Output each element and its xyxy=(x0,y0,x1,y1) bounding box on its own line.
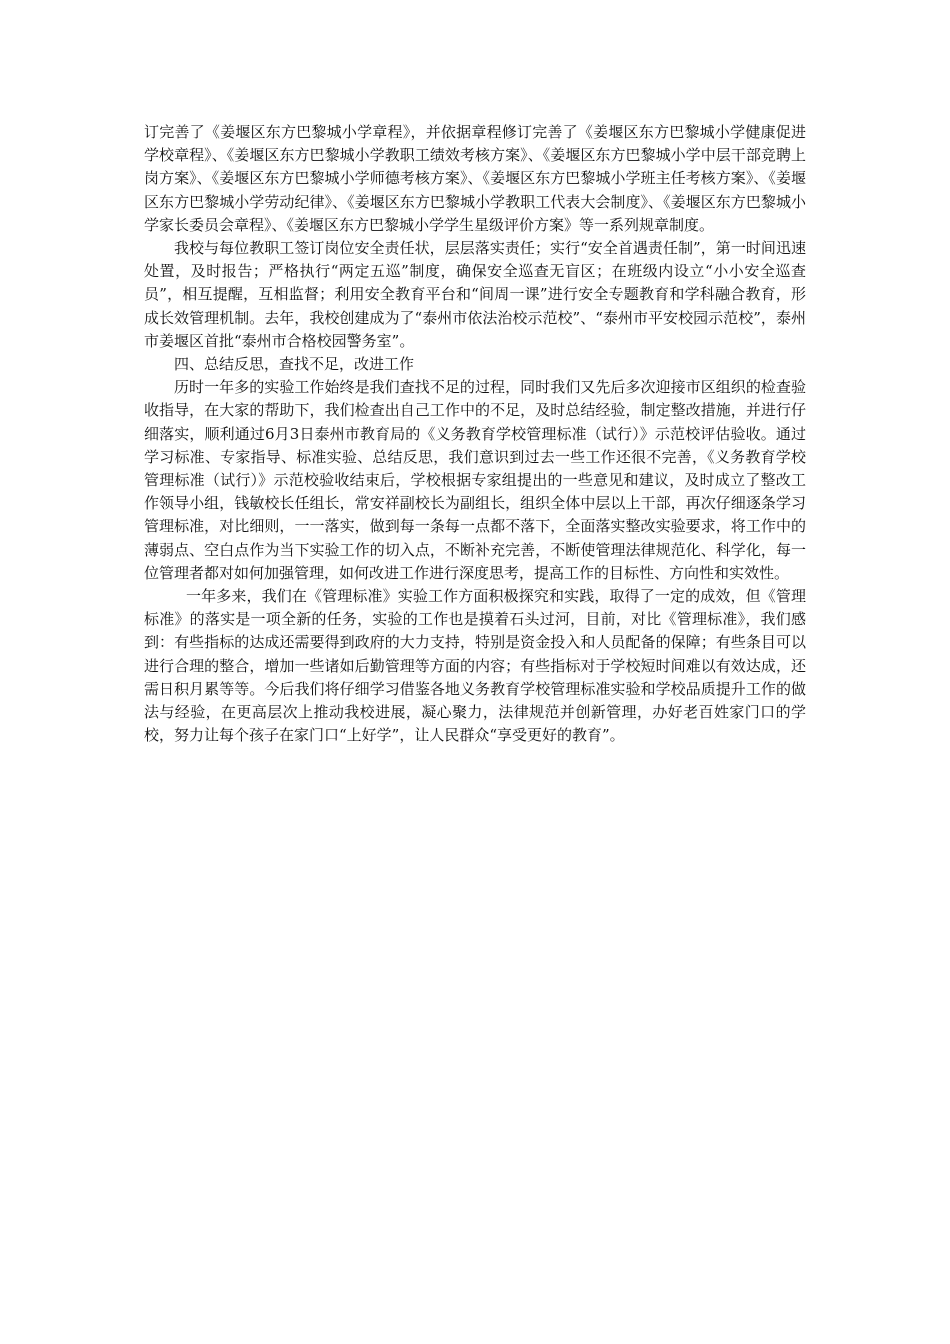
paragraph-regulations-continued: 订完善了《姜堰区东方巴黎城小学章程》，并依据章程修订完善了《姜堰区东方巴黎城小学健康促进学校章程》、《姜堰区东方巴黎城小学教职工绩效考核方案》、《姜堰区东方巴黎城小学中层干部竞聘上岗方案》、《姜堰区东方巴黎城小学师德考核方案》、《姜堰区东方巴黎城小学班主任考核方案》、《姜堰区东方巴黎城小学劳动纪律》、《姜堰区东方巴黎城小学教职工代表大会制度》、《姜堰区东方巴黎城小学家长委员会章程》、《姜堰区东方巴黎城小学学生星级评价方案》等一系列规章制度。 xyxy=(144,123,806,234)
paragraph-safety-responsibility: 我校与每位教职工签订岗位安全责任状，层层落实责任；实行“安全首遇责任制”，第一时间迅速处置，及时报告；严格执行“两定五巡”制度，确保安全巡查无盲区；在班级内设立“小小安全巡查员”，相互提醒，互相监督；利用安全教育平台和“间周一课”进行安全专题教育和学科融合教育，形成长效管理机制。去年，我校创建成为了“泰州市依法治校示范校”、“泰州市平安校园示范校”，泰州市姜堰区首批“泰州市合格校园警务室”。 xyxy=(144,239,806,350)
section-heading-reflection: 四、总结反思，查找不足，改进工作 xyxy=(174,355,415,374)
document-body xyxy=(144,121,806,747)
paragraph-summary-outlook: 一年多来，我们在《管理标准》实验工作方面积极探究和实践，取得了一定的成效，但《管理标准》的落实是一项全新的任务，实验的工作也是摸着石头过河，目前，对比《管理标准》，我们感到：有些指标的达成还需要得到政府的大力支持，特别是资金投入和人员配备的保障；有些条目可以进行合理的整合，增加一些诸如后勤管理等方面的内容；有些指标对于学校短时间难以有效达成，还需日积月累等等。今后我们将仔细学习借鉴各地义务教育学校管理标准实验和学校品质提升工作的做法与经验，在更高层次上推动我校进展，凝心聚力，法律规范并创新管理，办好老百姓家门口的学校，努力让每个孩子在家门口“上好学”，让人民群众“享受更好的教育”。 xyxy=(144,587,806,745)
paragraph-improvement-process: 历时一年多的实验工作始终是我们查找不足的过程，同时我们又先后多次迎接市区组织的检查验收指导，在大家的帮助下，我们检查出自己工作中的不足，及时总结经验，制定整改措施，并进行仔细落实，顺利通过6月3日泰州市教育局的《义务教育学校管理标准（试行）》示范校评估验收。通过学习标准、专家指导、标准实验、总结反思，我们意识到过去一些工作还很不完善，《义务教育学校管理标准（试行）》示范校验收结束后，学校根据专家组提出的一些意见和建议，及时成立了整改工作领导小组，钱敏校长任组长，常安祥副校长为副组长，组织全体中层以上干部，再次仔细逐条学习管理标准，对比细则，一一落实，做到每一条每一点都不落下，全面落实整改实验要求，将工作中的薄弱点、空白点作为当下实验工作的切入点，不断补充完善，不断使管理法律规范化、科学化，每一位管理者都对如何加强管理，如何改进工作进行深度思考，提高工作的目标性、方向性和实效性。 xyxy=(144,378,806,582)
